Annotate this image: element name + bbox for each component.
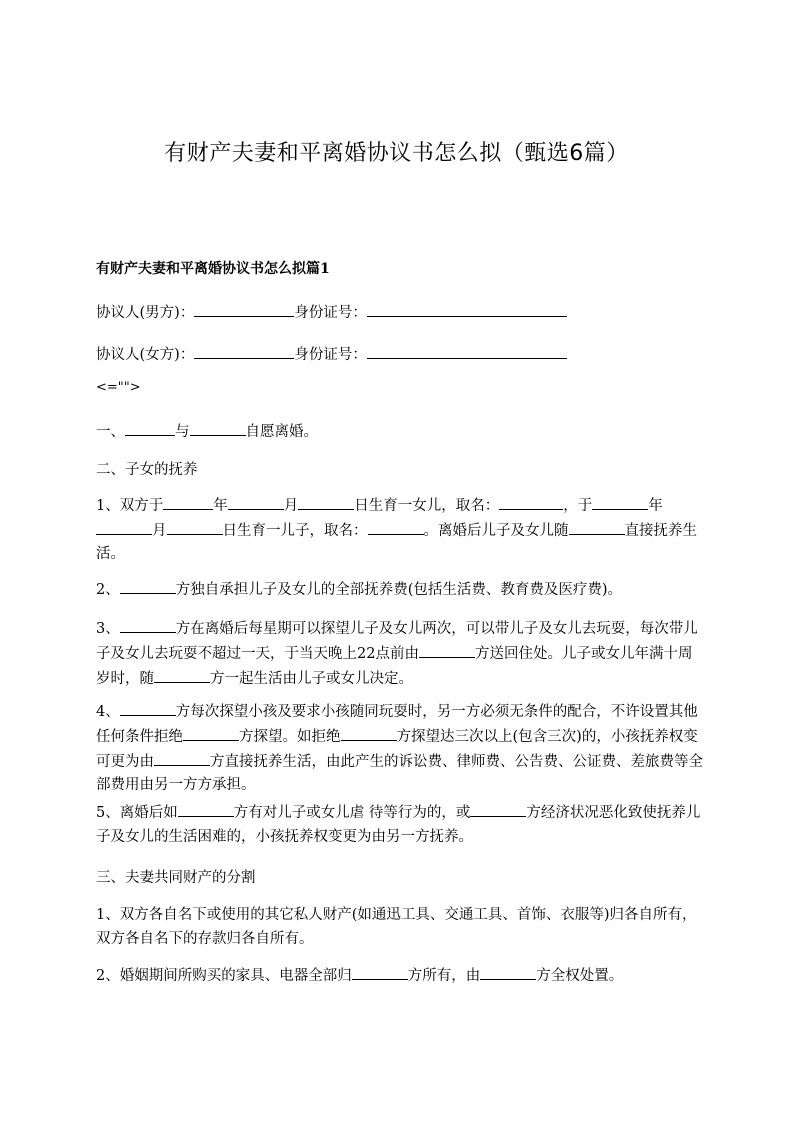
party-female-line bbox=[96, 342, 706, 367]
label-id: 身份证号： bbox=[294, 347, 367, 363]
blank-field bbox=[367, 342, 567, 359]
blank-field bbox=[178, 800, 234, 817]
text: 方所有，由 bbox=[407, 968, 481, 984]
blank-field bbox=[183, 724, 239, 741]
text: 2、婚姻期间所购买的家具、电器全部归 bbox=[96, 968, 352, 984]
section-heading: 有财产夫妻和平离婚协议书怎么拟篇1 bbox=[96, 261, 330, 277]
text: 方直接抚养生活，由此产生的诉讼费、律师费、公告费、公证费、差旅费等全部费用由另一方方承担。 bbox=[96, 754, 703, 793]
text: 方一起生活由儿子或女儿决定。 bbox=[210, 671, 413, 687]
text: 方送回住处。儿子或女儿年满十周岁时，随 bbox=[96, 646, 693, 687]
blank-field bbox=[368, 518, 424, 535]
blank-field bbox=[154, 666, 210, 683]
text: 年 bbox=[213, 498, 228, 514]
clause-2-5 bbox=[96, 800, 706, 849]
text: 年 bbox=[648, 498, 663, 514]
blank-field bbox=[480, 963, 536, 980]
blank-field bbox=[120, 616, 176, 633]
text: 5、离婚后如 bbox=[96, 805, 178, 821]
label-female: 协议人(女方)： bbox=[96, 347, 195, 363]
blank-field bbox=[190, 419, 246, 436]
text: 1、双方于 bbox=[96, 498, 164, 514]
party-male-line bbox=[96, 300, 706, 325]
clause-2-1 bbox=[96, 493, 706, 566]
blank-field bbox=[167, 518, 223, 535]
blank-field bbox=[194, 342, 294, 359]
label-id: 身份证号： bbox=[294, 305, 367, 321]
blank-field bbox=[228, 493, 284, 510]
blank-field bbox=[298, 493, 354, 510]
text: 2、 bbox=[96, 582, 120, 598]
clause-1 bbox=[96, 419, 706, 444]
text: 月 bbox=[152, 523, 167, 539]
blank-field bbox=[154, 749, 210, 766]
text: 方探望。如拒绝 bbox=[239, 729, 341, 745]
text: 方有对儿子或女儿虐 待等行为的，或 bbox=[233, 805, 471, 821]
text: 方在离婚后每星期可以探望儿子及女儿两次，可以带儿子及女儿去玩耍，每次带儿子及女儿去玩耍不超过一天，于当天晚上22点前由 bbox=[96, 621, 698, 662]
text: 日生育一儿子，取名： bbox=[222, 523, 368, 539]
text: 直接 bbox=[624, 523, 654, 539]
text: 方经济状况恶化致使抚养儿子及女儿的生活困难的，小孩抚养权变更为由另一方抚养。 bbox=[96, 805, 701, 845]
blank-field bbox=[592, 493, 648, 510]
blank-field bbox=[367, 300, 567, 317]
blank-field bbox=[163, 493, 213, 510]
text: 月 bbox=[283, 498, 299, 514]
blank-field bbox=[499, 493, 563, 510]
blank-field bbox=[419, 641, 475, 658]
text: 日生育一女儿，取名： bbox=[354, 498, 500, 514]
text: 方探望达三次以上(包含三次)的，小孩抚养权变可更为由 bbox=[96, 729, 698, 770]
clause-3-1: 1、双方各自名下或使用的其它私人财产(如通迅工具、交通工具、首饰、衣服等)归各自所有，双方各自名下的存款归各自所有。 bbox=[96, 907, 697, 947]
label-male: 协议人(男方)： bbox=[96, 305, 195, 321]
text: 抚养生活。 bbox=[96, 523, 697, 562]
text: ，于 bbox=[563, 498, 593, 514]
text: 与 bbox=[175, 424, 190, 440]
text: 自愿离婚。 bbox=[245, 424, 318, 440]
blank-field bbox=[120, 577, 176, 594]
text: 4、 bbox=[96, 704, 120, 720]
text: 一、 bbox=[96, 424, 125, 440]
section-2-heading: 二、子女的抚养 bbox=[96, 462, 198, 478]
document-title: 有财产夫妻和平离婚协议书怎么拟（甄选6篇） bbox=[164, 141, 629, 166]
clause-2-4 bbox=[96, 699, 706, 797]
clause-2-3 bbox=[96, 616, 706, 691]
blank-field bbox=[341, 724, 397, 741]
blank-field bbox=[470, 800, 526, 817]
text: 方独自承担儿子及女儿的全部抚养费(包括生活费、教育费及医疗费)。 bbox=[175, 582, 623, 598]
clause-2-2 bbox=[96, 577, 706, 602]
blank-field bbox=[96, 518, 152, 535]
blank-field bbox=[569, 518, 625, 535]
blank-field bbox=[352, 963, 408, 980]
blank-field bbox=[120, 699, 176, 716]
text: 。离婚后儿子及女儿随 bbox=[423, 523, 569, 539]
blank-field bbox=[125, 419, 175, 436]
section-3-heading: 三、夫妻共同财产的分割 bbox=[96, 870, 256, 886]
text: 方全权处置。 bbox=[536, 968, 624, 984]
blank-field bbox=[194, 300, 294, 317]
text: 3、 bbox=[96, 621, 120, 637]
code-fragment: <=""> bbox=[96, 380, 141, 395]
text: 方每次探望小孩及要求小孩随同玩耍时，另一方必须无条件的配合，不许设置其他任何条件拒绝 bbox=[96, 704, 698, 745]
clause-3-2 bbox=[96, 963, 706, 988]
